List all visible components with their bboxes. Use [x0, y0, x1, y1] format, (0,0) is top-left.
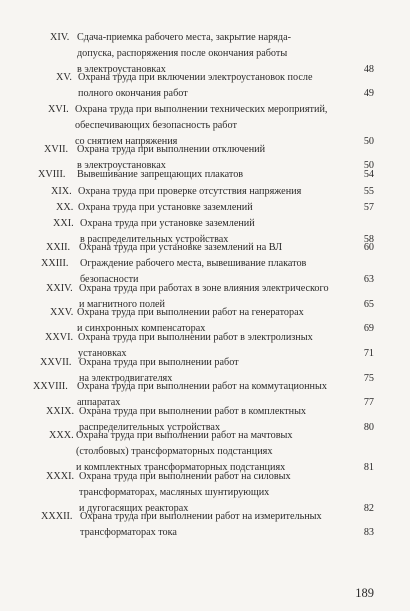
toc-entry-title-line: Охрана труда при выполнении работ в электролизных: [78, 332, 313, 343]
toc-entry-page: 58: [363, 234, 374, 245]
toc-entry-number: XVIII.: [38, 169, 66, 180]
toc-entry-number: XXXI.: [46, 471, 75, 482]
toc-entry-title-line: допуска, распоряжения после окончания работы: [77, 48, 288, 59]
toc-entry-title: [78, 200, 370, 216]
toc-entry-title-line: Охрана труда при установке заземлений: [78, 202, 253, 213]
toc-entry-title-line: обеспечивающих безопасность работ: [75, 120, 237, 131]
page-number: 189: [355, 586, 374, 600]
toc-entry-number: XXIII.: [41, 258, 69, 269]
toc-entry-number: XIX.: [51, 186, 72, 197]
toc-entry-title: [80, 509, 372, 541]
toc-entry-page: 80: [363, 422, 374, 433]
toc-entry-title-line: Охрана труда при включении электроустановок после: [78, 72, 313, 83]
toc-entry-title-line: Охрана труда при выполнении отключений: [77, 144, 266, 155]
toc-entry-number: XX.: [56, 202, 74, 213]
toc-entry-title-line: трансформаторах, масляных шунтирующих: [79, 487, 270, 498]
toc-entry-number: XXXII.: [41, 511, 73, 522]
toc-entry-title-line: Охрана труда при выполнении работ на силовых: [79, 471, 291, 482]
toc-entry-number: XXII.: [46, 242, 71, 253]
toc-entry-number: XXVIII.: [33, 381, 68, 392]
toc-entry-title-line: и синхронных компенсаторах: [77, 323, 206, 334]
toc-entry-title-line: Охрана труда при установке заземлений: [80, 218, 255, 229]
toc-entry-page: 60: [363, 242, 374, 253]
toc-entry-title-line: Охрана труда при установке заземлений на ВЛ: [79, 242, 283, 253]
toc-entry-page: 63: [363, 274, 374, 285]
toc-entry-title-line: и дугогасящих реакторах: [79, 503, 189, 514]
toc-entry-page: 50: [363, 160, 374, 171]
toc-entry-title-line: в электроустановках: [77, 64, 166, 75]
toc-entry-title-line: Вывешивание запрещающих плакатов: [77, 169, 244, 180]
toc-entry-page: 54: [363, 169, 374, 180]
toc-entry-page: 83: [363, 527, 374, 538]
toc-entry-page: 48: [363, 64, 374, 75]
toc-entry-number: XXIX.: [46, 406, 75, 417]
toc-entry-title-line: Охрана труда при выполнении работ на измерительных: [80, 511, 322, 522]
toc-entry-title-line: Охрана труда при выполнении работ на мачтовых: [76, 430, 293, 441]
toc-entry-title-line: Охрана труда при выполнении технических мероприятий,: [75, 104, 328, 115]
toc-entry-number: XXX.: [49, 430, 74, 441]
toc-entry-title-line: безопасности: [80, 274, 139, 285]
toc-entry-page: 57: [363, 202, 374, 213]
toc-entry-title-line: Охрана труда при выполнении работ на коммутационных: [77, 381, 327, 392]
toc-entry-title: [79, 240, 371, 256]
toc-entry-number: XVII.: [44, 144, 69, 155]
toc-entry-page: 49: [363, 88, 374, 99]
toc-entry-page: 71: [363, 348, 374, 359]
toc-entry-number: XXVII.: [40, 357, 72, 368]
toc-entry-title-line: Охрана труда при выполнении работ на генераторах: [77, 307, 304, 318]
toc-entry-page: 81: [363, 462, 374, 473]
toc-entry-page: 50: [363, 136, 374, 147]
toc-entry-title-line: распределительных устройствах: [79, 422, 221, 433]
toc-entry-title-line: на электродвигателях: [79, 373, 173, 384]
toc-entry-title: [78, 184, 370, 200]
toc-entry-title: [77, 167, 369, 183]
toc-entry-number: XIV.: [50, 32, 70, 43]
toc-entry-page: 82: [363, 503, 374, 514]
toc-entry-title-line: Охрана труда при выполнении работ: [79, 357, 239, 368]
toc-entry-title-line: и комплектных трансформаторных подстанциях: [76, 462, 286, 473]
toc-entry-number: XXIV.: [46, 283, 73, 294]
toc-entry-title-line: со снятием напряжения: [75, 136, 178, 147]
toc-entry-title: [78, 70, 370, 102]
toc-entry-title-line: Охрана труда при выполнении работ в комплектных: [79, 406, 307, 417]
toc-entry-title-line: аппаратах: [77, 397, 121, 408]
toc-entry-title-line: полного окончания работ: [78, 88, 188, 99]
toc-entry-page: 75: [363, 373, 374, 384]
toc-entry-title-line: установках: [78, 348, 127, 359]
toc-entry-number: XXVI.: [45, 332, 74, 343]
toc-entry-title-line: Охрана труда при проверке отсутствия напряжения: [78, 186, 302, 197]
toc-entry-number: XV.: [56, 72, 72, 83]
toc-entry-number: XXV.: [50, 307, 74, 318]
toc-entry-page: 69: [363, 323, 374, 334]
toc-entry-title-line: в распределительных устройствах: [80, 234, 229, 245]
toc-entry-number: XVI.: [48, 104, 69, 115]
toc-entry-title-line: в электроустановках: [77, 160, 166, 171]
toc-entry-title-line: Сдача-приемка рабочего места, закрытие наряда-: [77, 32, 291, 43]
toc-entry-page: 65: [363, 299, 374, 310]
toc-entry-page: 77: [363, 397, 374, 408]
toc-entry-title-line: и магнитного полей: [79, 299, 166, 310]
toc-entry-title-line: Охрана труда при работах в зоне влияния электрического: [79, 283, 329, 294]
toc-entry-title-line: (столбовых) трансформаторных подстанциях: [76, 446, 273, 457]
toc-entry-title-line: трансформаторах тока: [80, 527, 177, 538]
toc-entry-title-line: Ограждение рабочего места, вывешивание плакатов: [80, 258, 307, 269]
toc-entry-number: XXI.: [53, 218, 74, 229]
toc-entry-page: 55: [363, 186, 374, 197]
